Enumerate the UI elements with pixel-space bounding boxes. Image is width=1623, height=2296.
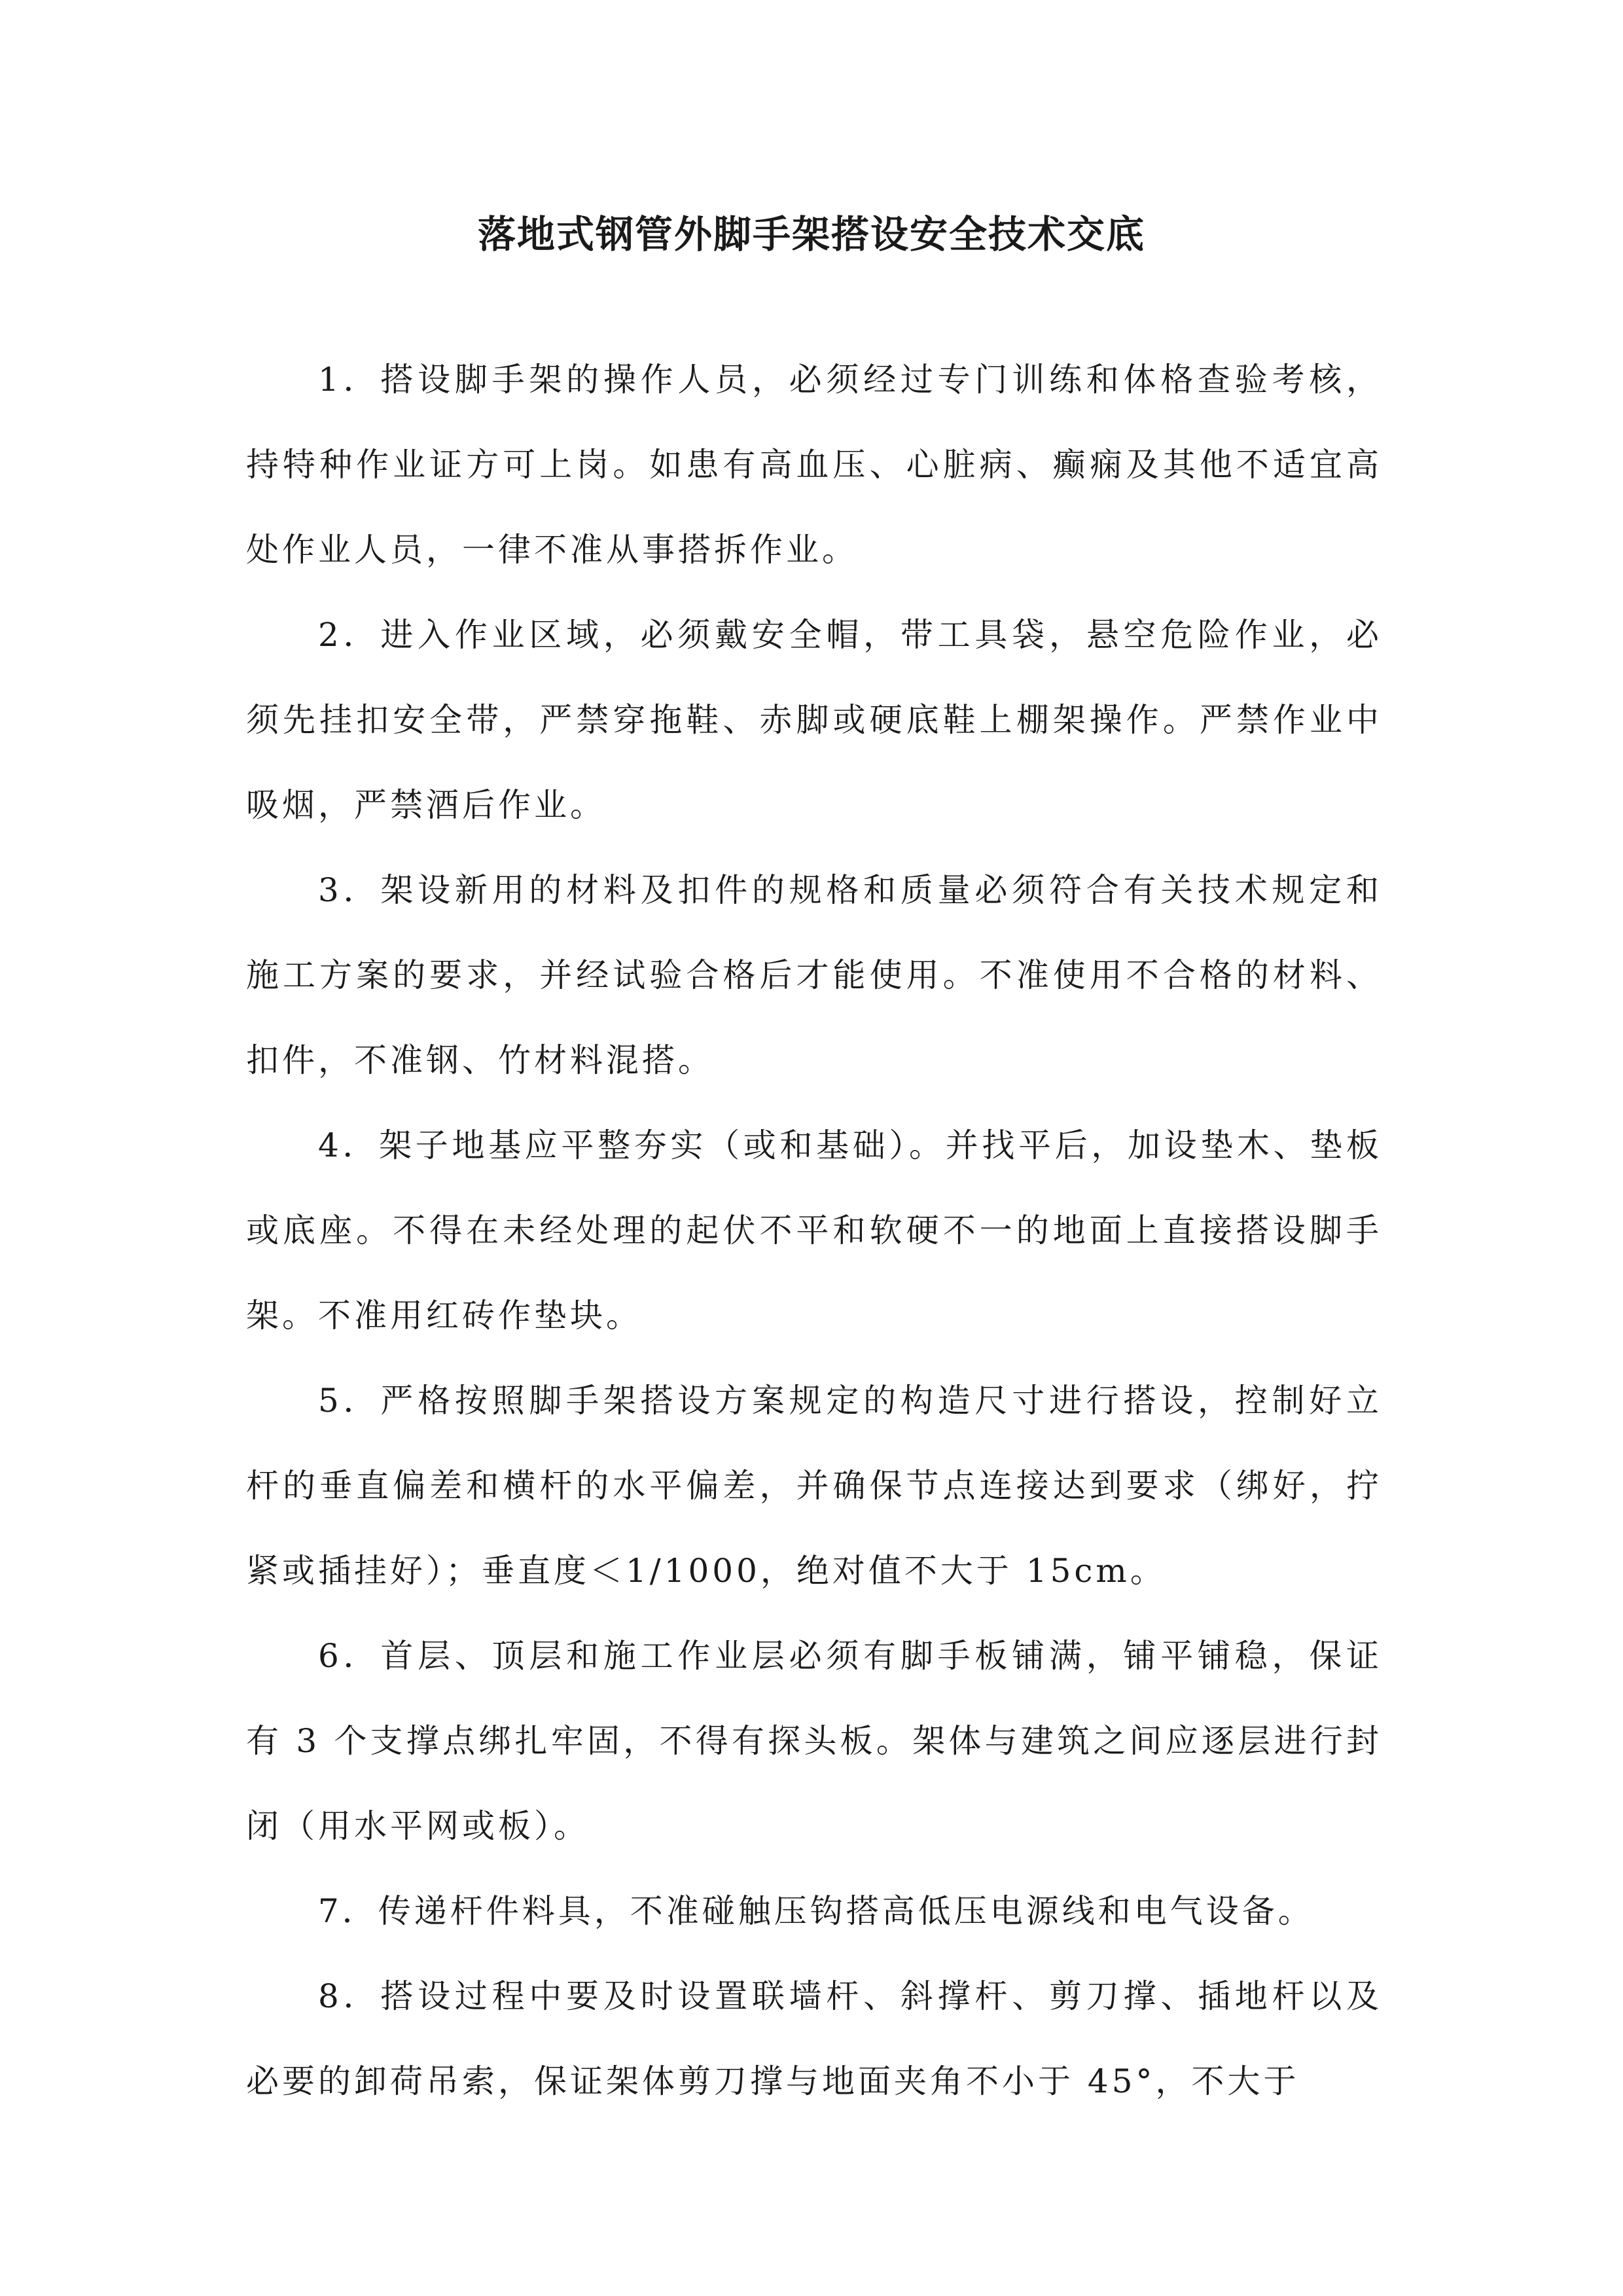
document-title: 落地式钢管外脚手架搭设安全技术交底 — [477, 212, 1145, 257]
paragraph-7: 7．传递杆件料具，不准碰触压钩搭高低压电源线和电气设备。 — [318, 1892, 1314, 1930]
paragraph-1: 1．搭设脚手架的操作人员，必须经过专门训练和体格查验考核，持特种作业证方可上岗。如患有高血压、心脏病、癫痫及其他不适宜高处作业人员，一律不准从事搭拆作业。 — [246, 361, 1382, 569]
paragraph-6: 6．首层、顶层和施工作业层必须有脚手板铺满，铺平铺稳，保证有 3 个支撑点绑扎牢固，不得有探头板。架体与建筑之间应逐层进行封闭（用水平网或板）。 — [246, 1637, 1382, 1845]
paragraph-2: 2．进入作业区域，必须戴安全帽，带工具袋，悬空危险作业，必须先挂扣安全带，严禁穿拖鞋、赤脚或硬底鞋上棚架操作。严禁作业中吸烟，严禁酒后作业。 — [246, 616, 1382, 824]
document-body — [246, 337, 1382, 2124]
paragraph-4: 4．架子地基应平整夯实（或和基础）。并找平后，加设垫木、垫板或底座。不得在未经处理的起伏不平和软硬不一的地面上直接搭设脚手架。不准用红砖作垫块。 — [246, 1126, 1382, 1335]
paragraph-8: 8．搭设过程中要及时设置联墙杆、斜撑杆、剪刀撑、插地杆以及必要的卸荷吊索，保证架体剪刀撑与地面夹角不小于 45°，不大于 — [246, 1977, 1382, 2100]
paragraph-5: 5．严格按照脚手架搭设方案规定的构造尺寸进行搭设，控制好立杆的垂直偏差和横杆的水平偏差，并确保节点连接达到要求（绑好，拧紧或插挂好）；垂直度＜1/1000，绝对值不大于 15cm。 — [246, 1382, 1382, 1590]
paragraph-3: 3．架设新用的材料及扣件的规格和质量必须符合有关技术规定和施工方案的要求，并经试验合格后才能使用。不准使用不合格的材料、扣件，不准钢、竹材料混搭。 — [246, 871, 1382, 1079]
